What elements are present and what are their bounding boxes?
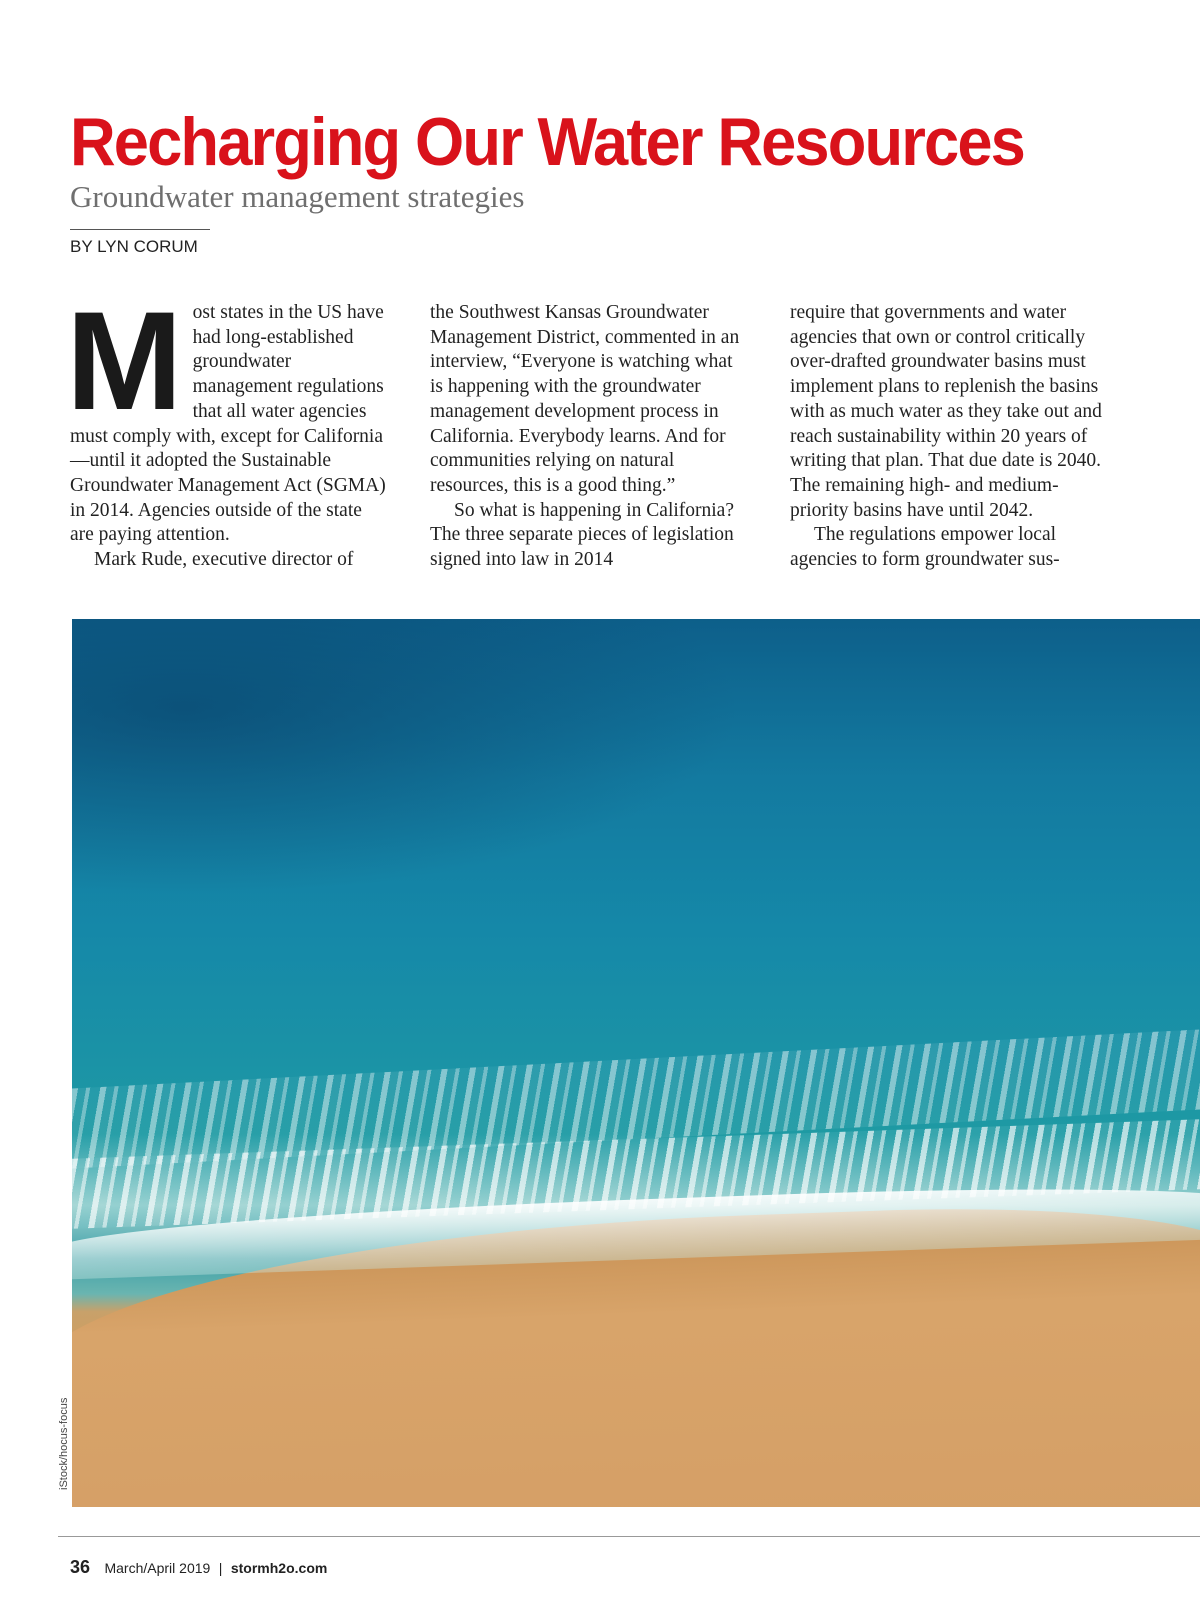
page-footer	[70, 1557, 327, 1578]
paragraph: So what is happening in California? The three separate pieces of legislation signed into law in 2014	[430, 499, 734, 571]
article-subtitle: Groundwater management strategies	[70, 179, 525, 214]
page-number: 36	[70, 1557, 91, 1577]
photo-credit: iStock/hocus-focus	[58, 1397, 70, 1490]
body-column-2	[430, 301, 750, 573]
website-link[interactable]: stormh2o.com	[230, 1560, 328, 1576]
footer-rule	[58, 1536, 1200, 1537]
drop-cap: M	[66, 282, 183, 439]
byline-rule	[70, 229, 210, 230]
ocean-shoreline-photo	[72, 619, 1200, 1507]
issue-date: March/April 2019	[104, 1560, 211, 1576]
paragraph: The regulations empower local agencies to form groundwater sus-	[790, 524, 1060, 571]
paragraph: ost states in the US have had long-established groundwater management regulations that all water agencies must comply with, except for California—until it adopted the Sustainable Groundwater Management Act (SGMA) in 2014. Agencies outside of the state are paying attention.	[70, 302, 386, 546]
article-title: Recharging Our Water Resources	[70, 104, 1024, 180]
footer-separator: |	[218, 1560, 223, 1576]
byline: BY LYN CORUM	[70, 237, 198, 256]
body-column-1	[66, 282, 390, 573]
body-column-3	[790, 301, 1110, 573]
paragraph: the Southwest Kansas Groundwater Management District, commented in an interview, “Everyone is watching what is happening with the groundwater management development process in California. Everybody learns. And for communities relying on natural resources, this is a good thing.”	[430, 302, 740, 496]
paragraph: require that governments and water agencies that own or control critically over-drafted groundwater basins must implement plans to replenish the basins with as much water as they take out and reach sustainability within 20 years of writing that plan. That due date is 2040. The remaining high- and medium-priority basins have until 2042.	[790, 302, 1102, 521]
paragraph: Mark Rude, executive director of	[94, 549, 354, 571]
